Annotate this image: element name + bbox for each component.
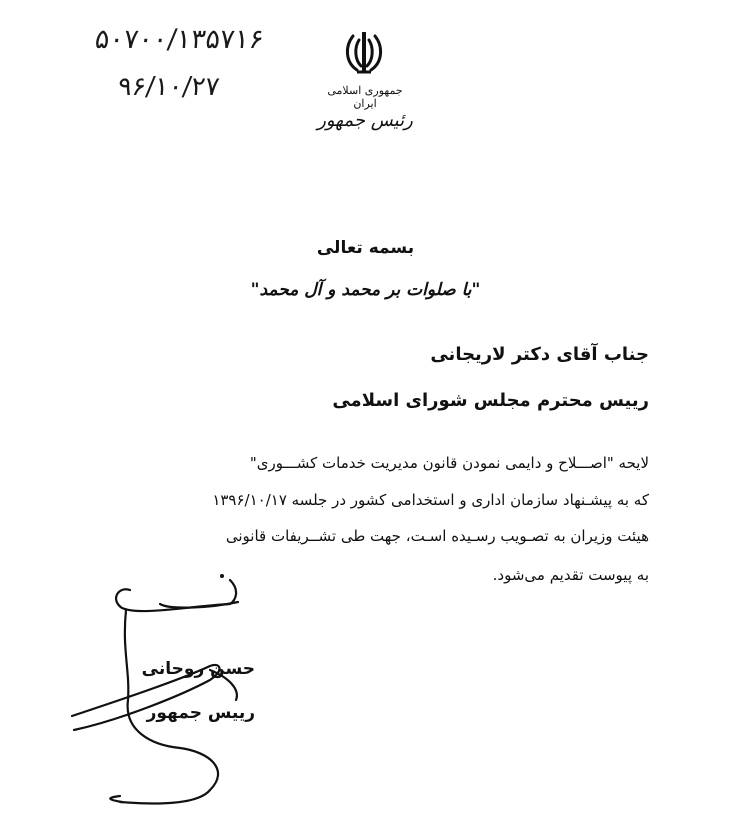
body-line: لایحه "اصـــلاح و دایمی نمودن قانون مدیریت خدمات کشـــوری" xyxy=(249,454,649,472)
country-name: جمهوری اسلامی ایران xyxy=(327,84,403,110)
body-line: به پیوست تقدیم می‌شود. xyxy=(492,566,649,584)
body-line: که به پیشـنهاد سازمان اداری و استخدامی کشور در جلسه ۱۳۹۶/۱۰/۱۷ xyxy=(212,491,649,509)
signer-name: حسن روحانی xyxy=(141,659,255,679)
body-line: هیئت وزیران به تصـویب رسـیده اسـت، جهت طی تشــریفات قانونی xyxy=(225,527,649,545)
addressee: جناب آقای دکتر لاریجانی xyxy=(430,344,649,365)
signature xyxy=(60,570,270,810)
addressee-title: رییس محترم مجلس شورای اسلامی xyxy=(332,390,649,411)
reference-date: ۹۶/۱۰/۲۷ xyxy=(116,72,221,102)
signer-title: رییس جمهور xyxy=(146,703,255,723)
salawat: "با صلوات بر محمد و آل محمد" xyxy=(250,280,481,300)
reference-number: ۵۰۷۰۰/۱۳۵۷۱۶ xyxy=(93,24,266,55)
iran-emblem-icon xyxy=(343,28,385,76)
office-name: رئیس جمهور xyxy=(317,110,413,131)
invocation: بسمه تعالی xyxy=(316,238,415,258)
